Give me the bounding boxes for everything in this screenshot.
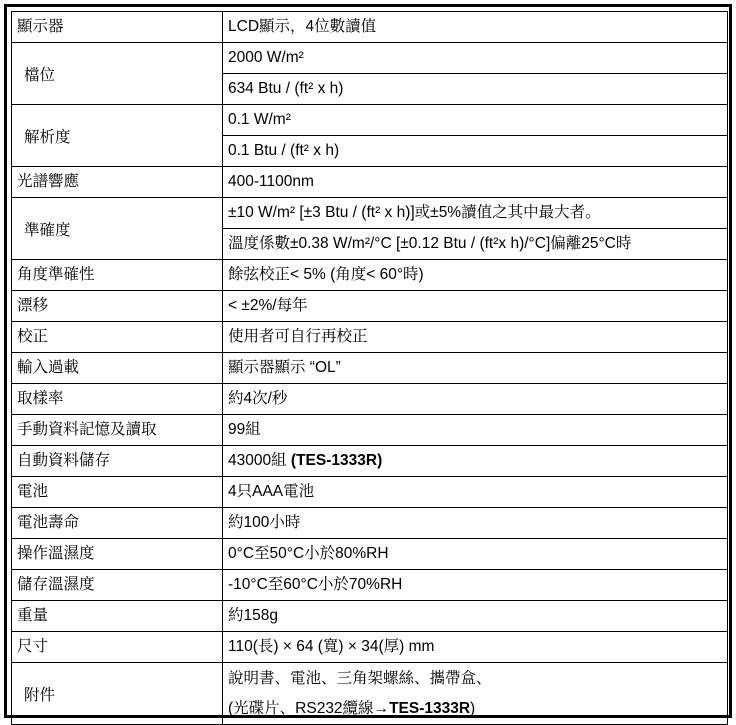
row-value [223, 663, 728, 725]
table-row [12, 508, 728, 539]
model-tag: (TES-1333R) [290, 452, 383, 469]
row-value: 99組 [223, 415, 728, 446]
table-row [12, 477, 728, 508]
value-line: 634 Btu / (ft² x h) [223, 73, 727, 104]
row-value [223, 105, 728, 167]
table-row [12, 446, 728, 477]
row-value: 使用者可自行再校正 [223, 322, 728, 353]
row-value: 110(長) × 64 (寬) × 34(厚) mm [223, 632, 728, 663]
table-row [12, 43, 728, 105]
row-label: 準確度 [12, 198, 223, 260]
row-value [223, 43, 728, 105]
row-label: 取樣率 [12, 384, 223, 415]
row-value: 400-1100nm [223, 167, 728, 198]
row-label: 儲存溫濕度 [12, 570, 223, 601]
row-value: 約4次/秒 [223, 384, 728, 415]
row-label: 手動資料記憶及讀取 [12, 415, 223, 446]
table-row [12, 291, 728, 322]
row-label: 重量 [12, 601, 223, 632]
table-row [12, 12, 728, 43]
value-line: ±10 W/m² [±3 Btu / (ft² x h)]或±5%讀值之其中最大者。 [228, 204, 601, 221]
value-line [228, 694, 722, 724]
row-value: < ±2%/每年 [223, 291, 728, 322]
value-line: 說明書、電池、三角架螺絲、攜帶盒、 [228, 669, 492, 687]
value-line: 0.1 Btu / (ft² x h) [223, 135, 727, 166]
row-label: 電池壽命 [12, 508, 223, 539]
table-row [12, 415, 728, 446]
value-text: (光碟片、RS232纜線→ [228, 699, 390, 717]
model-tag: TES-1333R [389, 699, 471, 717]
row-label: 檔位 [12, 43, 223, 105]
table-row [12, 322, 728, 353]
table-row [12, 105, 728, 167]
row-value: 0°C至50°C小於80%RH [223, 539, 728, 570]
table-row [12, 353, 728, 384]
row-label: 解析度 [12, 105, 223, 167]
row-value: 約158g [223, 601, 728, 632]
row-label: 尺寸 [12, 632, 223, 663]
row-label: 輸入過載 [12, 353, 223, 384]
table-row [12, 632, 728, 663]
row-value: -10°C至60°C小於70%RH [223, 570, 728, 601]
row-value: 顯示器顯示 “OL” [223, 353, 728, 384]
table-row [12, 198, 728, 260]
row-value: 4只AAA電池 [223, 477, 728, 508]
spec-table [11, 11, 728, 725]
row-label: 操作溫濕度 [12, 539, 223, 570]
row-label: 校正 [12, 322, 223, 353]
row-label: 漂移 [12, 291, 223, 322]
row-label: 光譜響應 [12, 167, 223, 198]
row-label: 自動資料儲存 [12, 446, 223, 477]
table-row [12, 260, 728, 291]
table-row [12, 384, 728, 415]
row-value: 約100小時 [223, 508, 728, 539]
row-value [223, 198, 728, 260]
table-row [12, 570, 728, 601]
row-value: LCD顯示，4位數讀值 [223, 12, 728, 43]
row-value [223, 446, 728, 477]
value-line: 溫度係數±0.38 W/m²/°C [±0.12 Btu / (ft²x h)/°C]偏離25°C時 [223, 228, 727, 259]
table-row [12, 539, 728, 570]
row-value: 餘弦校正< 5% (角度< 60°時) [223, 260, 728, 291]
table-row [12, 167, 728, 198]
row-label: 電池 [12, 477, 223, 508]
row-label: 附件 [12, 663, 223, 725]
table-row [12, 601, 728, 632]
value-line: 0.1 W/m² [228, 111, 291, 128]
value-line: 2000 W/m² [228, 49, 304, 66]
row-label: 角度準確性 [12, 260, 223, 291]
closing-paren: ) [470, 699, 476, 717]
row-label: 顯示器 [12, 12, 223, 43]
table-row [12, 663, 728, 725]
value-text: 43000組 [228, 452, 287, 469]
